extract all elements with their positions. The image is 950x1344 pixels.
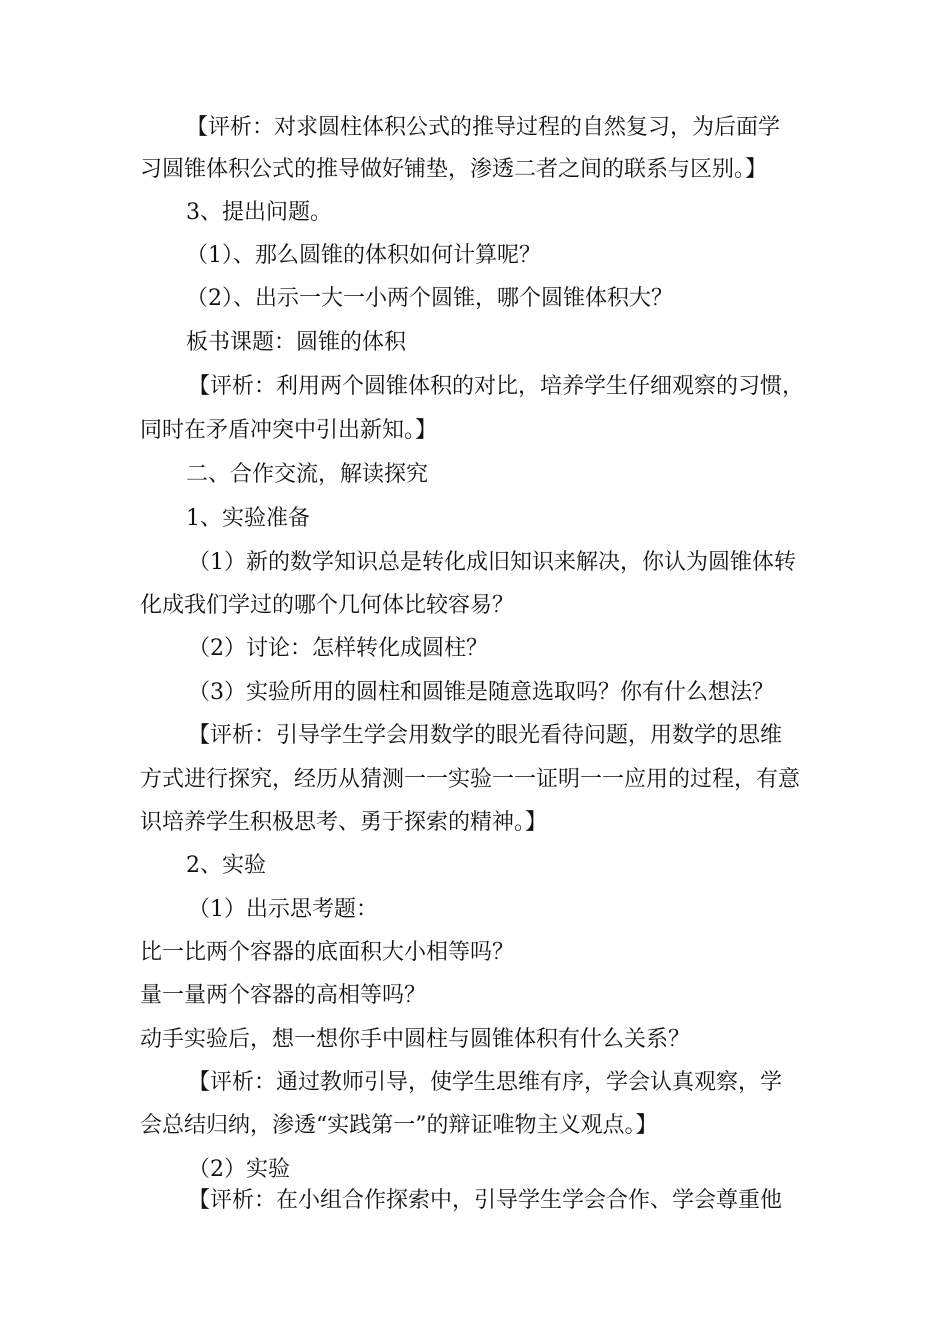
text-line: （2）实验 (188, 1157, 290, 1182)
text-line: 会总结归纳，渗透“实践第一”的辩证唯物主义观点。】 (140, 1113, 658, 1138)
text-line: （2）、出示一大一小两个圆锥，哪个圆锥体积大？ (186, 286, 673, 311)
text-line: 比一比两个容器的底面积大小相等吗？ (140, 940, 515, 965)
text-line: 动手实验后，想一想你手中圆柱与圆锥体积有什么关系？ (140, 1027, 691, 1052)
text-line: 2、实验 (186, 853, 266, 878)
text-line: 二、合作交流，解读探究 (186, 462, 429, 487)
text-line: 化成我们学过的哪个几何体比较容易？ (140, 593, 515, 618)
text-line: 【评析：引导学生学会用数学的眼光看待问题，用数学的思维 (188, 723, 783, 748)
text-line: 3、提出问题。 (186, 200, 332, 225)
text-line: 识培养学生积极思考、勇于探索的精神。】 (140, 810, 548, 835)
text-line: （1）、那么圆锥的体积如何计算呢？ (186, 243, 541, 268)
text-line: 【评析：在小组合作探索中，引导学生学会合作、学会尊重他 (188, 1188, 783, 1213)
text-line: 方式进行探究，经历从猜测一一实验一一证明一一应用的过程，有意 (140, 767, 801, 792)
text-line: 【评析：利用两个圆锥体积的对比，培养学生仔细观察的习惯， (188, 374, 805, 399)
text-line: 板书课题：圆锥的体积 (186, 330, 407, 355)
text-line: 【评析：对求圆柱体积公式的推导过程的自然复习，为后面学 (186, 115, 781, 140)
text-line: （2）讨论：怎样转化成圆柱？ (188, 636, 488, 661)
text-line: 同时在矛盾冲突中引出新知。】 (140, 418, 438, 443)
text-line: 习圆锥体积公式的推导做好铺垫，渗透二者之间的联系与区别。】 (140, 157, 768, 182)
text-line: （3）实验所用的圆柱和圆锥是随意选取吗？你有什么想法？ (188, 680, 774, 705)
text-line: 1、实验准备 (186, 506, 310, 531)
text-line: 量一量两个容器的高相等吗？ (140, 983, 427, 1008)
text-line: 【评析：通过教师引导，使学生思维有序，学会认真观察，学 (188, 1070, 783, 1095)
text-line: （1）新的数学知识总是转化成旧知识来解决，你认为圆锥体转 (188, 550, 796, 575)
text-line: （1）出示思考题： (188, 897, 378, 922)
